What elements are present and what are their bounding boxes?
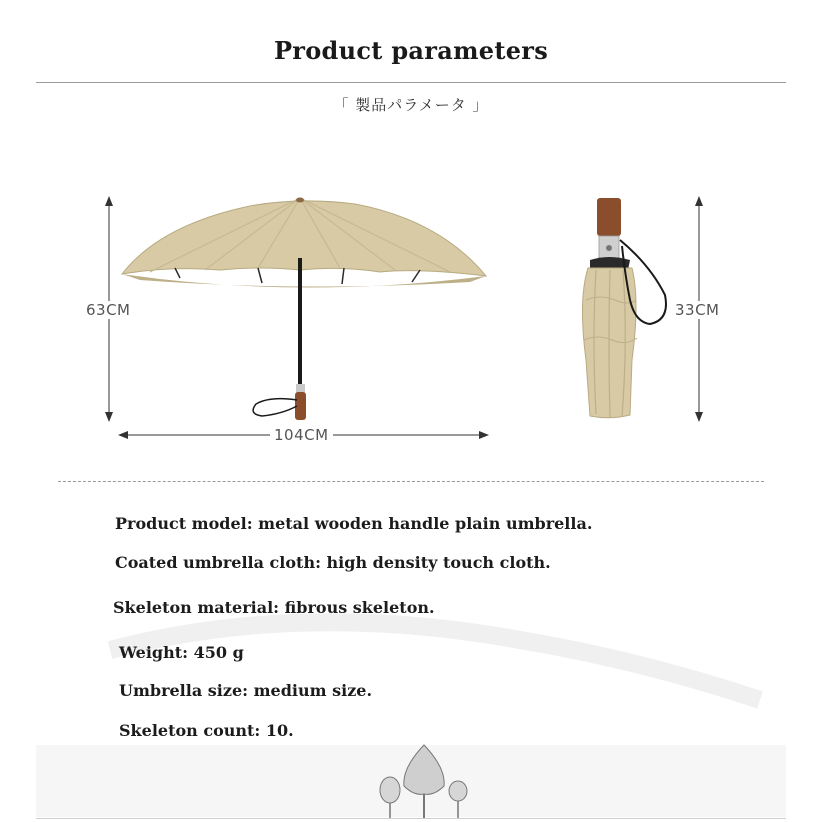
spec-skeleton-count: Skeleton count: 10.: [119, 721, 294, 740]
open-width-label: 104CM: [270, 426, 333, 444]
spec-umbrella-cloth: Coated umbrella cloth: high density touch cloth.: [115, 553, 551, 572]
spec-umbrella-size: Umbrella size: medium size.: [119, 681, 373, 700]
title-divider: [36, 82, 786, 83]
page-title: Product parameters: [273, 36, 549, 65]
folded-length-label: 33CM: [675, 301, 720, 319]
spec-skeleton-material: Skeleton material: fibrous skeleton.: [113, 598, 435, 617]
page-subtitle: 「 製品パラメータ 」: [333, 96, 489, 114]
open-height-label: 63CM: [86, 301, 131, 319]
section-divider: [58, 481, 764, 482]
bottom-divider: [36, 818, 786, 819]
spec-product-model: Product model: metal wooden handle plain umbrella.: [115, 514, 593, 533]
spec-weight: Weight: 450 g: [119, 643, 244, 662]
